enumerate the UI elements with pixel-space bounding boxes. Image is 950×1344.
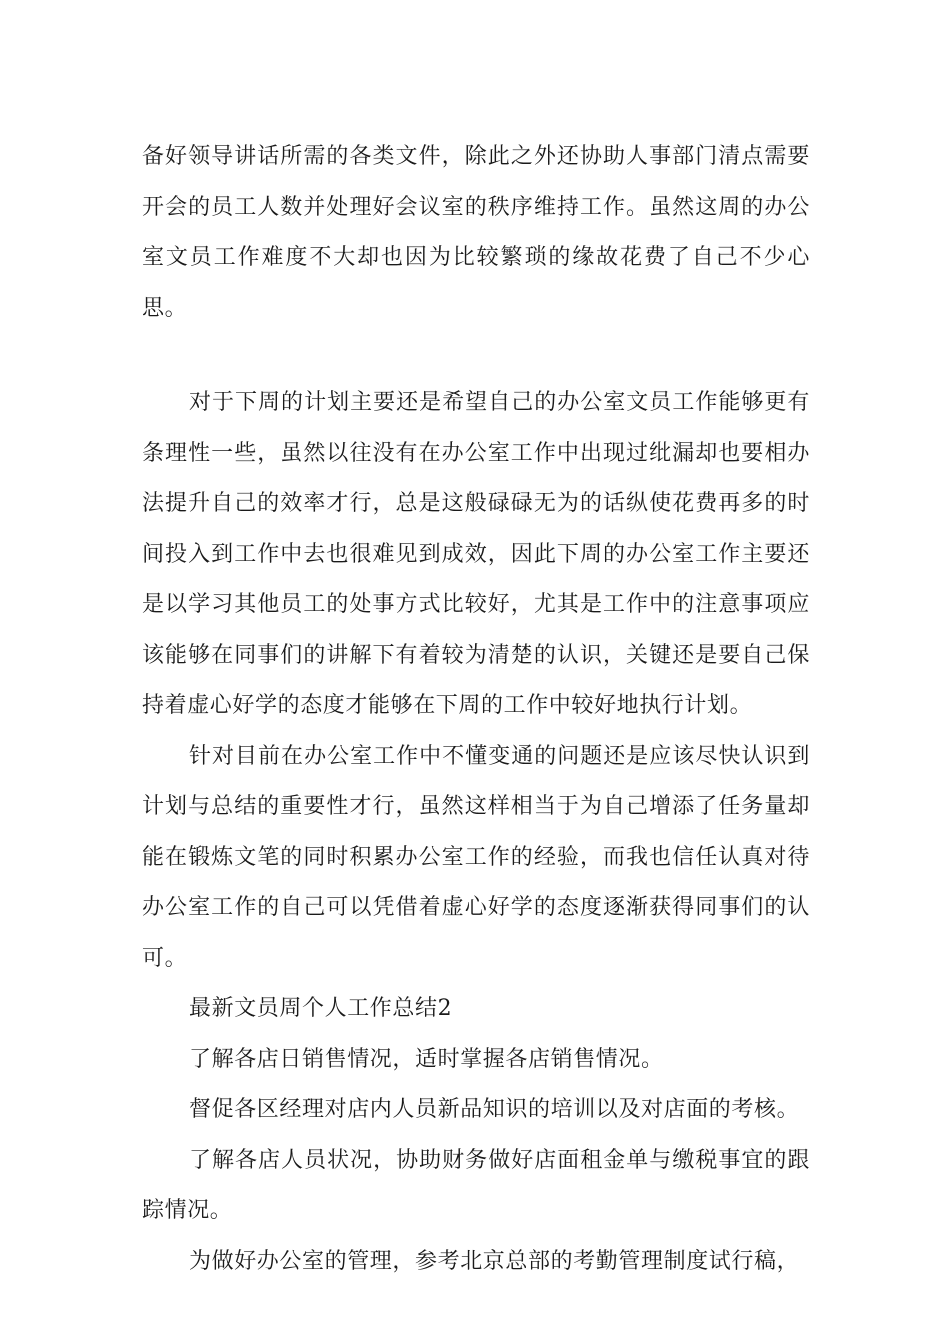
paragraph-continued: 备好领导讲话所需的各类文件，除此之外还协助人事部门清点需要开会的员工人数并处理好会议室的秩序维持工作。虽然这周的办公室文员工作难度不大却也因为比较繁琐的缘故花费了自己不少心思。: [142, 144, 810, 321]
paragraph-training: 督促各区经理对店内人员新品知识的培训以及对店面的考核。: [189, 1097, 800, 1122]
paragraph-sales: 了解各店日销售情况，适时掌握各店销售情况。: [189, 1046, 664, 1072]
paragraph-office-management: 为做好办公室的管理，参考北京总部的考勤管理制度试行稿，: [189, 1248, 800, 1274]
paragraph-improvement: 针对目前在办公室工作中不懂变通的问题还是应该尽快认识到计划与总结的重要性才行，虽然这样相当于为自己增添了任务量却能在锻炼文笔的同时积累办公室工作的经验，而我也信任认真对待办公室工作的自己可以凭借着虚心好学的态度逐渐获得同事们的认可。: [142, 743, 810, 971]
section-heading: 最新文员周个人工作总结2: [189, 996, 453, 1021]
paragraph-staff-status: 了解各店人员状况，协助财务做好店面租金单与缴税事宜的跟踪情况。: [142, 1147, 810, 1223]
paragraph-next-week-plan: 对于下周的计划主要还是希望自己的办公室文员工作能够更有条理性一些，虽然以往没有在办公室工作中出现过纰漏却也要相办法提升自己的效率才行，总是这般碌碌无为的话纵使花费再多的时间投入到工作中去也很难见到成效，因此下周的办公室工作主要还是以学习其他员工的处事方式比较好，尤其是工作中的注意事项应该能够在同事们的讲解下有着较为清楚的认识，关键还是要自己保持着虚心好学的态度才能够在下周的工作中较好地执行计划。: [142, 390, 810, 718]
